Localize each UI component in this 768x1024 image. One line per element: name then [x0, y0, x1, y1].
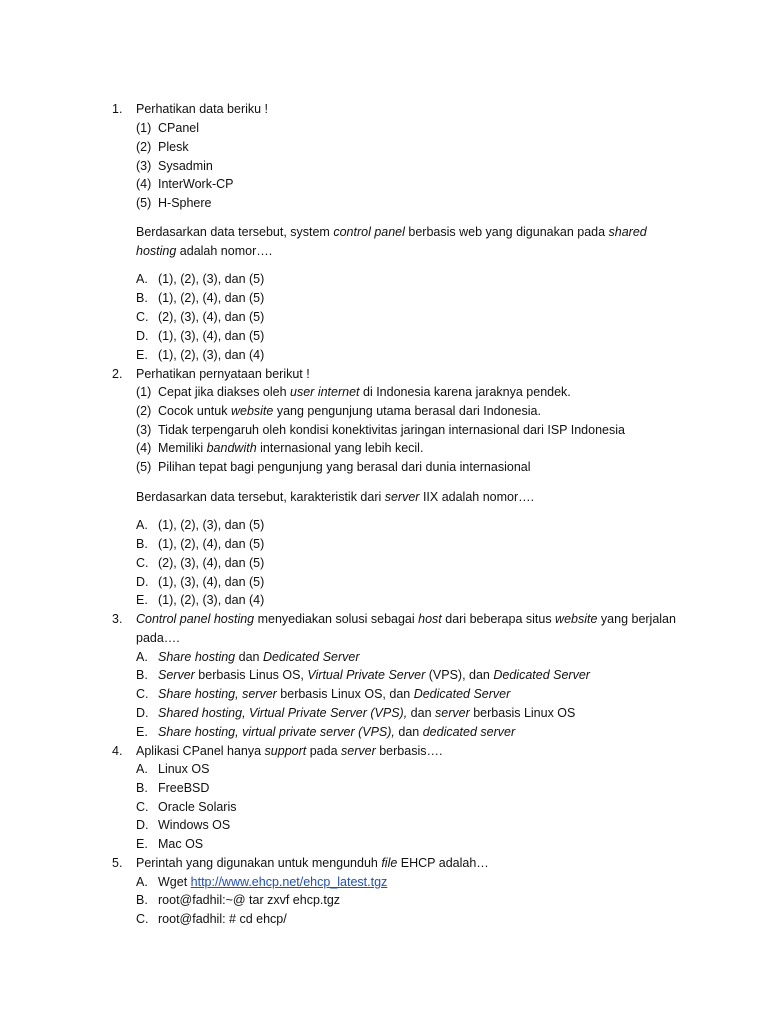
text-segment: server [341, 744, 376, 758]
option-label: A. [136, 518, 148, 532]
option-text [158, 817, 230, 833]
item-label: (4) [136, 441, 152, 455]
text-segment: CPanel [158, 121, 199, 135]
text-segment: dan [394, 725, 423, 739]
option-label: E. [136, 348, 148, 362]
text-segment: Perintah yang digunakan untuk mengunduh [136, 856, 382, 870]
text-segment: dan [407, 706, 436, 720]
text-segment: yang berjalan [597, 612, 676, 626]
text-segment: berbasis…. [375, 744, 443, 758]
text-segment: (1), (2), (4), dan (5) [158, 537, 265, 551]
item-text [158, 120, 199, 136]
text-segment: Shared hosting, Virtual Private Server (VPS), [158, 706, 408, 720]
item-label: (3) [136, 423, 152, 437]
question-number: 1. [112, 102, 123, 116]
text-segment: berbasis Linux OS [469, 706, 576, 720]
question-stem [136, 101, 268, 117]
text-segment: (1), (3), (4), dan (5) [158, 575, 265, 589]
item-label: (2) [136, 140, 152, 154]
text-segment: berbasis Linux OS, dan [276, 687, 414, 701]
text-segment: EHCP adalah… [397, 856, 489, 870]
option-text [158, 892, 340, 908]
text-segment: host [418, 612, 442, 626]
text-segment: Virtual Private Server [307, 668, 426, 682]
option-label: D. [136, 706, 149, 720]
option-label: E. [136, 593, 148, 607]
text-segment: Share hosting [158, 650, 236, 664]
option-text [158, 555, 264, 571]
option-label: C. [136, 687, 149, 701]
text-segment: Cocok untuk [158, 404, 231, 418]
text-segment: Windows OS [158, 818, 231, 832]
option-label: E. [136, 725, 148, 739]
option-label: C. [136, 556, 149, 570]
text-segment: Tidak terpengaruh oleh kondisi konektivitas jaringan internasional dari ISP Indonesia [158, 423, 625, 437]
text-segment: Dedicated Server [413, 687, 511, 701]
text-segment: berbasis web yang digunakan pada [404, 225, 609, 239]
item-text [158, 403, 541, 419]
option-text [158, 686, 510, 702]
item-label: (2) [136, 404, 152, 418]
option-label: B. [136, 537, 148, 551]
text-segment: yang pengunjung utama berasal dari Indonesia. [273, 404, 541, 418]
item-label: (4) [136, 177, 152, 191]
text-segment: IIX adalah nomor…. [419, 490, 535, 504]
option-label: B. [136, 781, 148, 795]
question-number: 3. [112, 612, 123, 626]
option-text [158, 328, 264, 344]
text-segment: Berdasarkan data tersebut, system [136, 225, 334, 239]
text-segment: (1), (3), (4), dan (5) [158, 329, 265, 343]
option-label: C. [136, 912, 149, 926]
question-prompt [136, 224, 647, 240]
text-segment: Dedicated Server [493, 668, 590, 682]
text-segment: (1), (2), (3), dan (5) [158, 272, 265, 286]
option-text [158, 724, 515, 740]
text-segment: (1), (2), (3), dan (4) [158, 593, 265, 607]
question-number: 2. [112, 367, 123, 381]
item-text [158, 176, 233, 192]
text-segment: file [381, 856, 398, 870]
text-segment: (1), (2), (4), dan (5) [158, 291, 265, 305]
text-segment: Pilihan tepat bagi pengunjung yang berasal dari dunia internasional [158, 460, 531, 474]
option-label: A. [136, 762, 148, 776]
option-text [158, 309, 264, 325]
option-text [158, 517, 264, 533]
text-segment: control panel [333, 225, 405, 239]
text-segment: Control panel hosting [136, 612, 255, 626]
text-segment: support [264, 744, 307, 758]
text-segment: root@fadhil: # cd ehcp/ [158, 912, 287, 926]
question-stem [136, 630, 180, 646]
option-label: B. [136, 893, 148, 907]
text-segment: dedicated server [422, 725, 516, 739]
question-stem [136, 611, 676, 627]
text-segment: dan [235, 650, 263, 664]
text-segment: Share hosting, server [158, 687, 277, 701]
text-segment: Linux OS [158, 762, 210, 776]
question-stem [136, 855, 489, 871]
question-number: 5. [112, 856, 123, 870]
text-segment: root@fadhil:~@ tar zxvf ehcp.tgz [158, 893, 341, 907]
text-segment: Dedicated Server [262, 650, 360, 664]
question-prompt [136, 489, 534, 505]
text-segment: InterWork-CP [158, 177, 234, 191]
item-text [158, 195, 212, 211]
option-label: B. [136, 291, 148, 305]
option-text [158, 667, 590, 683]
text-segment: (VPS), dan [425, 668, 494, 682]
text-segment: berbasis Linus OS, [194, 668, 308, 682]
text-segment: Server [158, 668, 195, 682]
option-label: E. [136, 837, 148, 851]
item-text [158, 440, 423, 456]
question-stem [136, 366, 310, 382]
text-segment: hosting [136, 244, 177, 258]
item-text [158, 139, 189, 155]
option-label: A. [136, 650, 148, 664]
option-label: C. [136, 310, 149, 324]
item-text [158, 158, 213, 174]
option-text [158, 705, 575, 721]
option-label: D. [136, 575, 149, 589]
item-text [158, 422, 625, 438]
item-label: (3) [136, 159, 152, 173]
text-segment: Share hosting, virtual private server (VPS), [158, 725, 395, 739]
option-text [158, 574, 264, 590]
option-label: A. [136, 272, 148, 286]
text-segment: H-Sphere [158, 196, 212, 210]
text-segment: server [384, 490, 420, 504]
option-text [158, 290, 264, 306]
option-text [158, 874, 387, 890]
text-segment: Wget [158, 875, 191, 889]
text-segment: Plesk [158, 140, 189, 154]
text-segment: Berdasarkan data tersebut, karakteristik dari [136, 490, 385, 504]
text-segment: (1), (2), (3), dan (5) [158, 518, 265, 532]
option-text [158, 592, 264, 608]
text-segment: server [435, 706, 470, 720]
text-segment: Sysadmin [158, 159, 213, 173]
item-text [158, 384, 571, 400]
question-prompt [136, 243, 272, 259]
item-label: (1) [136, 385, 152, 399]
option-text [158, 536, 264, 552]
text-segment: pada…. [136, 631, 180, 645]
option-label: D. [136, 329, 149, 343]
text-segment: shared [608, 225, 647, 239]
text-segment: bandwith [206, 441, 257, 455]
question-stem [136, 743, 442, 759]
question-number: 4. [112, 744, 123, 758]
text-segment: Memiliki [158, 441, 207, 455]
text-segment: (2), (3), (4), dan (5) [158, 556, 265, 570]
text-segment: Oracle Solaris [158, 800, 237, 814]
item-text [158, 459, 531, 475]
option-text [158, 271, 264, 287]
text-segment: website [555, 612, 598, 626]
option-text [158, 780, 209, 796]
item-label: (5) [136, 196, 152, 210]
option-text [158, 347, 264, 363]
download-link[interactable]: http://www.ehcp.net/ehcp_latest.tgz [190, 875, 388, 889]
option-label: D. [136, 818, 149, 832]
option-label: C. [136, 800, 149, 814]
text-segment: Mac OS [158, 837, 204, 851]
text-segment: website [230, 404, 274, 418]
text-segment: dari beberapa situs [441, 612, 556, 626]
text-segment: FreeBSD [158, 781, 210, 795]
text-segment: di Indonesia karena jaraknya pendek. [359, 385, 571, 399]
text-segment: Aplikasi CPanel hanya [136, 744, 265, 758]
option-text [158, 911, 287, 927]
item-label: (1) [136, 121, 152, 135]
text-segment: Cepat jika diakses oleh [158, 385, 291, 399]
text-segment: internasional yang lebih kecil. [256, 441, 424, 455]
option-text [158, 649, 360, 665]
text-segment: Perhatikan data beriku ! [136, 102, 269, 116]
text-segment: user internet [290, 385, 360, 399]
text-segment: adalah nomor…. [176, 244, 273, 258]
text-segment: Perhatikan pernyataan berikut ! [136, 367, 310, 381]
option-text [158, 799, 237, 815]
text-segment: (2), (3), (4), dan (5) [158, 310, 265, 324]
text-segment: pada [306, 744, 342, 758]
option-label: A. [136, 875, 148, 889]
option-text [158, 761, 209, 777]
text-segment: menyediakan solusi sebagai [254, 612, 419, 626]
option-label: B. [136, 668, 148, 682]
option-text [158, 836, 203, 852]
item-label: (5) [136, 460, 152, 474]
text-segment: (1), (2), (3), dan (4) [158, 348, 265, 362]
